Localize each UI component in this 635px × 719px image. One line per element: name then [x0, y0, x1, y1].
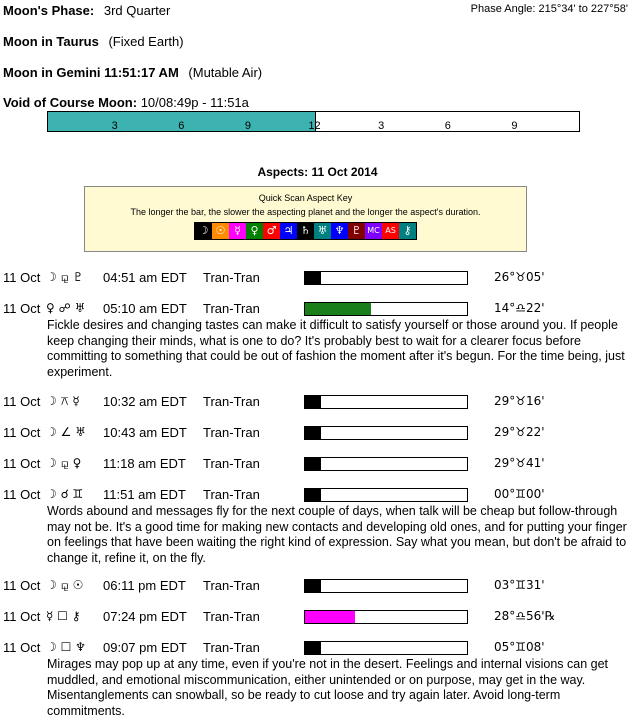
- aspect-kind: Tran-Tran: [203, 394, 260, 409]
- aspect-description: Mirages may pop up at any time, even if you're not in the desert. Feelings and internal visions can get muddled, and emotional miscommunication, either unintended or on purpose, may get in the way. Misentanglements can snowball, so be ready to cut loose and try again later. Avoid long-term commitments.: [47, 657, 609, 718]
- aspect-kind: Tran-Tran: [203, 487, 260, 502]
- aspect-key-planet-icon: AS: [382, 223, 399, 239]
- moon-sign-1-quality: (Fixed Earth): [108, 34, 184, 49]
- moon-phase-label: Moon's Phase:: [3, 3, 95, 18]
- aspect-glyphs: ☽ ☌ ♊: [46, 487, 84, 501]
- aspect-date: 11 Oct: [3, 487, 41, 502]
- aspect-key-planet-icon: ♆: [331, 223, 348, 239]
- aspect-key-title: Quick Scan Aspect Key: [258, 193, 353, 203]
- aspect-kind: Tran-Tran: [203, 301, 260, 316]
- aspect-duration-fill: [305, 580, 321, 592]
- timeline-tick: 3: [378, 120, 385, 132]
- aspects-title: Aspects: 11 Oct 2014: [257, 165, 378, 179]
- aspect-duration-bar: [304, 488, 468, 502]
- aspect-date: 11 Oct: [3, 640, 41, 655]
- aspect-time: 09:07 pm EDT: [103, 640, 187, 655]
- void-of-course-line: [3, 95, 249, 110]
- aspect-glyphs: ☽ ⚼ ♀: [46, 456, 82, 470]
- aspect-key-planet-icon: ☽: [195, 223, 212, 239]
- aspect-kind: Tran-Tran: [203, 425, 260, 440]
- aspect-time: 10:32 am EDT: [103, 394, 187, 409]
- voc-label: Void of Course Moon:: [3, 95, 138, 110]
- aspect-key-planet-icon: ☉: [212, 223, 229, 239]
- aspect-row: [0, 456, 635, 472]
- aspect-date: 11 Oct: [3, 301, 41, 316]
- aspect-position: 03°♊31': [494, 578, 545, 592]
- timeline-tick: 6: [444, 120, 451, 132]
- moon-phase-value: 3rd Quarter: [103, 3, 171, 18]
- aspect-kind: Tran-Tran: [203, 270, 260, 285]
- aspect-key-box: [84, 186, 527, 252]
- moon-phase-line: [3, 3, 170, 18]
- aspect-date: 11 Oct: [3, 425, 41, 440]
- aspect-row: [0, 578, 635, 594]
- timeline-tick: 3: [111, 120, 118, 132]
- aspect-duration-bar: [304, 395, 468, 409]
- moon-sign-line-2: [3, 65, 262, 80]
- aspect-key-planet-icon: ♃: [280, 223, 297, 239]
- aspect-kind: Tran-Tran: [203, 609, 260, 624]
- aspect-position: 26°♉05': [494, 270, 545, 284]
- aspect-glyphs: ☿ ☐ ⚷: [46, 609, 81, 623]
- aspect-duration-bar: [304, 579, 468, 593]
- aspect-duration-fill: [305, 611, 355, 623]
- aspect-key-subtitle: The longer the bar, the slower the aspecting planet and the longer the aspect's duration.: [130, 207, 481, 217]
- aspect-date: 11 Oct: [3, 270, 41, 285]
- void-of-course-timeline: [47, 111, 580, 132]
- aspect-glyphs: ☽ ⚼ ☉: [46, 578, 84, 592]
- aspect-time: 07:24 pm EDT: [103, 609, 187, 624]
- aspect-duration-bar: [304, 302, 468, 316]
- aspect-key-planet-icon: ☿: [229, 223, 246, 239]
- aspect-time: 11:18 am EDT: [103, 456, 186, 471]
- aspect-kind: Tran-Tran: [203, 578, 260, 593]
- aspect-date: 11 Oct: [3, 456, 41, 471]
- phase-angle: Phase Angle: 215°34' to 227°58': [470, 3, 628, 15]
- aspect-row: [0, 487, 635, 503]
- aspect-duration-fill: [305, 489, 321, 501]
- aspect-duration-fill: [305, 427, 321, 439]
- aspect-glyphs: ☽ ⚻ ☿: [46, 394, 80, 408]
- aspect-row: [0, 640, 635, 656]
- aspect-glyphs: ♀ ☍ ♅: [46, 301, 86, 315]
- aspect-position: 14°♎22': [494, 301, 545, 315]
- aspect-key-planet-icon: MC: [365, 223, 382, 239]
- aspect-key-planet-icon: ♄: [297, 223, 314, 239]
- aspect-kind: Tran-Tran: [203, 456, 260, 471]
- aspect-row: [0, 425, 635, 441]
- aspect-position: 29°♉16': [494, 394, 545, 408]
- voc-value: 10/08:49p - 11:51a: [140, 95, 249, 110]
- aspect-row: [0, 394, 635, 410]
- aspect-time: 06:11 pm EDT: [103, 578, 186, 593]
- timeline-tick: 9: [511, 120, 518, 132]
- timeline-tick: 9: [244, 120, 251, 132]
- aspect-date: 11 Oct: [3, 394, 41, 409]
- timeline-tick: 12: [308, 120, 321, 132]
- aspect-glyphs: ☽ ∠ ♅: [46, 425, 86, 439]
- aspect-row: [0, 609, 635, 625]
- aspect-position: 29°♉22': [494, 425, 545, 439]
- aspect-kind: Tran-Tran: [203, 640, 260, 655]
- aspect-duration-bar: [304, 271, 468, 285]
- aspect-date: 11 Oct: [3, 578, 41, 593]
- aspect-duration-fill: [305, 458, 321, 470]
- aspect-time: 10:43 am EDT: [103, 425, 187, 440]
- aspect-description: Words abound and messages fly for the next couple of days, when talk will be cheap but follow-through may not be. It's a good time for making new contacts and developing old ones, and for putting your finger on feelings that have been waiting the right kind of expression. Say what you mean, but don't be afraid to change it, refine it, on the fly.: [47, 504, 627, 565]
- aspect-key-legend: [194, 222, 417, 240]
- aspect-duration-fill: [305, 642, 321, 654]
- aspect-date: 11 Oct: [3, 609, 41, 624]
- timeline-tick: 6: [178, 120, 185, 132]
- aspect-key-planet-icon: ♇: [348, 223, 365, 239]
- aspect-position: 05°♊08': [494, 640, 545, 654]
- aspect-key-planet-icon: ♂: [263, 223, 280, 239]
- aspect-position: 29°♉41': [494, 456, 545, 470]
- moon-sign-2-quality: (Mutable Air): [188, 65, 263, 80]
- moon-sign-line-1: [3, 34, 184, 49]
- aspect-duration-bar: [304, 641, 468, 655]
- aspect-duration-bar: [304, 457, 468, 471]
- aspect-time: 04:51 am EDT: [103, 270, 187, 285]
- aspect-row: [0, 301, 635, 317]
- aspect-time: 05:10 am EDT: [103, 301, 187, 316]
- moon-sign-2: Moon in Gemini 11:51:17 AM: [3, 65, 179, 80]
- aspect-duration-fill: [305, 303, 371, 315]
- aspect-key-planet-icon: ♅: [314, 223, 331, 239]
- aspect-glyphs: ☽ ☐ ♆: [46, 640, 86, 654]
- aspect-key-planet-icon: ⚷: [399, 223, 416, 239]
- moon-sign-1: Moon in Taurus: [3, 34, 99, 49]
- aspect-duration-bar: [304, 426, 468, 440]
- aspect-position: 00°♊00': [494, 487, 545, 501]
- aspect-time: 11:51 am EDT: [103, 487, 186, 502]
- aspect-duration-fill: [305, 272, 321, 284]
- aspect-glyphs: ☽ ⚼ ♇: [46, 270, 84, 284]
- aspect-description: Fickle desires and changing tastes can make it difficult to satisfy yourself or those around you. If people keep changing their minds, what is one to do? It's probably best to wait for a clearer focus before committing to something that could be out of fashion the moment after it's begun. For the time being, just experiment.: [47, 318, 625, 379]
- aspect-duration-fill: [305, 396, 321, 408]
- aspect-row: [0, 270, 635, 286]
- aspect-position: 28°♎56'℞: [494, 609, 556, 623]
- aspect-duration-bar: [304, 610, 468, 624]
- aspect-key-planet-icon: ♀: [246, 223, 263, 239]
